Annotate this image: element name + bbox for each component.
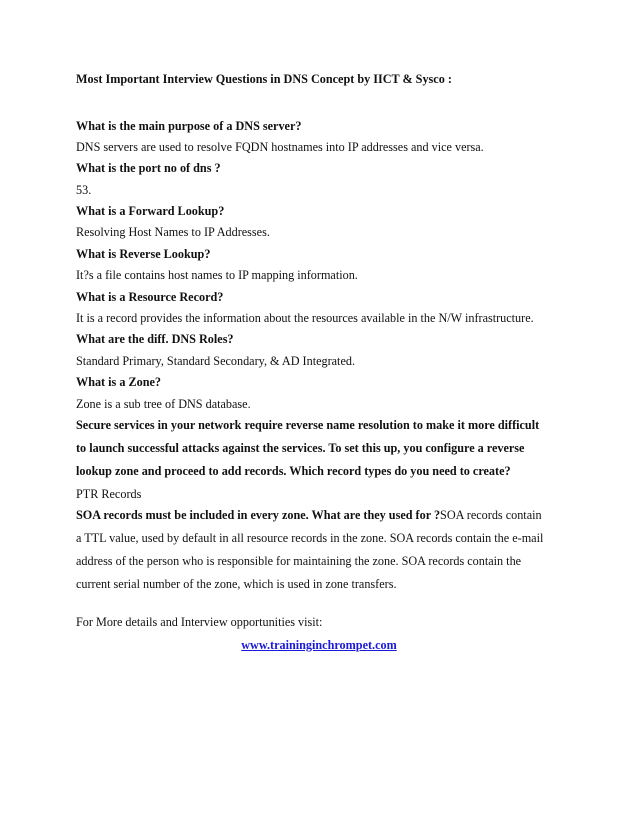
question-7: What is a Zone? bbox=[76, 375, 161, 389]
question-6: What are the diff. DNS Roles? bbox=[76, 332, 234, 346]
soa-question: SOA records must be included in every zone. What are they used for ? bbox=[76, 508, 441, 522]
reverse-question-line-1: Secure services in your network require reverse name resolution to make it more difficult bbox=[76, 418, 540, 432]
question-3: What is a Forward Lookup? bbox=[76, 204, 225, 218]
footer-text: For More details and Interview opportunities visit: bbox=[76, 615, 323, 629]
answer-7: Zone is a sub tree of DNS database. bbox=[76, 397, 251, 411]
soa-answer-start: SOA records contain bbox=[440, 508, 542, 522]
answer-5: It is a record provides the information about the resources available in the N/W infrastructure. bbox=[76, 311, 534, 325]
question-5: What is a Resource Record? bbox=[76, 290, 224, 304]
answer-3: Resolving Host Names to IP Addresses. bbox=[76, 225, 270, 239]
question-1: What is the main purpose of a DNS server? bbox=[76, 119, 302, 133]
answer-2: 53. bbox=[76, 183, 92, 197]
answer-1: DNS servers are used to resolve FQDN hostnames into IP addresses and vice versa. bbox=[76, 140, 484, 154]
website-link[interactable]: www.traininginchrompet.com bbox=[241, 638, 397, 652]
soa-line-3: address of the person who is responsible for maintaining the zone. SOA records contain the bbox=[76, 554, 522, 568]
soa-line-2: a TTL value, used by default in all resource records in the zone. SOA records contain the e-mail bbox=[76, 531, 544, 545]
question-4: What is Reverse Lookup? bbox=[76, 247, 211, 261]
soa-line-4: current serial number of the zone, which is used in zone transfers. bbox=[76, 577, 397, 591]
document-title: Most Important Interview Questions in DNS Concept by IICT & Sysco : bbox=[76, 72, 452, 86]
soa-line-1 bbox=[76, 507, 542, 523]
reverse-answer: PTR Records bbox=[76, 487, 142, 501]
reverse-question-line-3: lookup zone and proceed to add records. Which record types do you need to create? bbox=[76, 464, 511, 478]
question-2: What is the port no of dns ? bbox=[76, 161, 221, 175]
answer-4: It?s a file contains host names to IP mapping information. bbox=[76, 268, 358, 282]
reverse-question-line-2: to launch successful attacks against the services. To set this up, you configure a reverse bbox=[76, 441, 525, 455]
answer-6: Standard Primary, Standard Secondary, & AD Integrated. bbox=[76, 354, 355, 368]
